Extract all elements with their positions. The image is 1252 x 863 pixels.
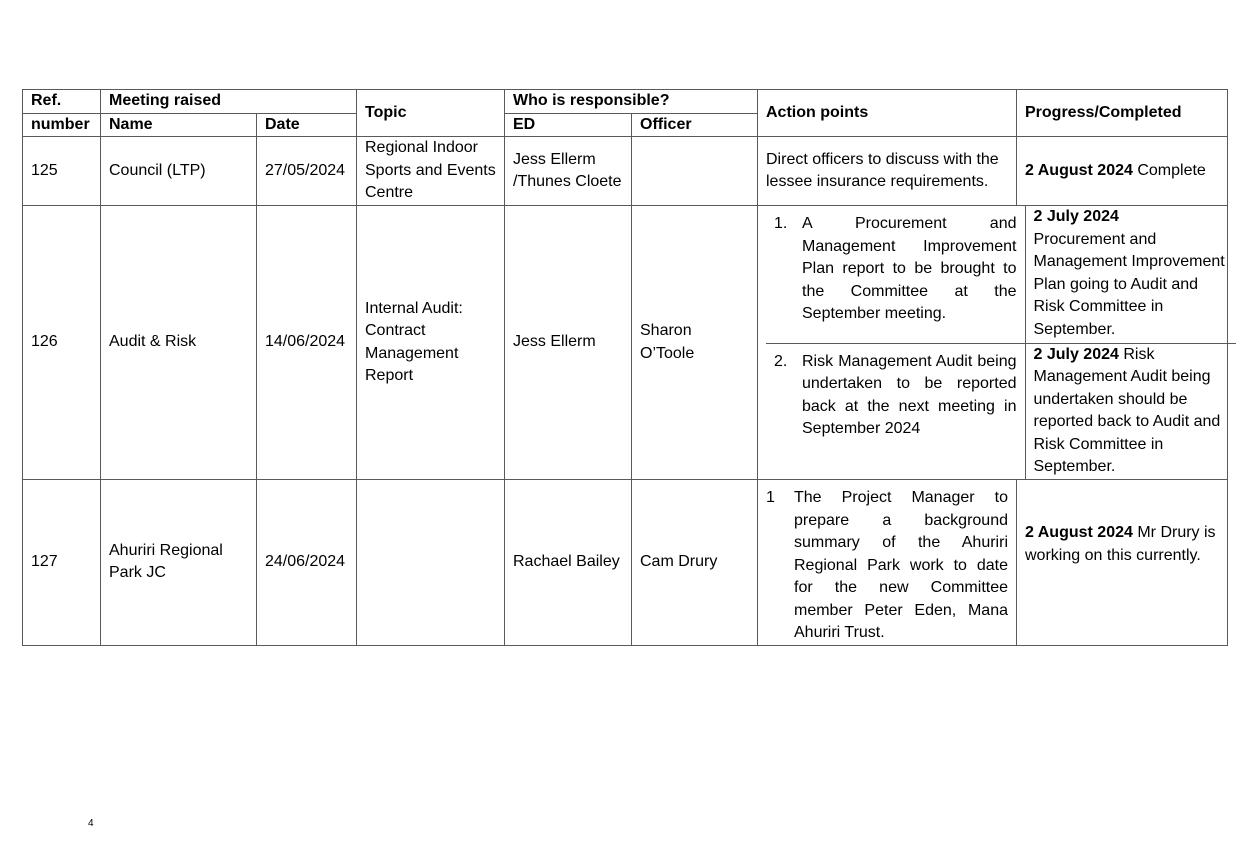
header-officer: Officer xyxy=(632,113,758,137)
cell-topic: Regional Indoor Sports and Events Centre xyxy=(357,137,505,206)
nested-action-table xyxy=(766,206,1236,479)
progress-date: 2 August 2024 xyxy=(1025,161,1133,179)
header-meeting-raised: Meeting raised xyxy=(101,90,357,114)
cell-date: 24/06/2024 xyxy=(257,480,357,646)
cell-action-point-2 xyxy=(766,343,1025,479)
progress-text: Complete xyxy=(1132,161,1206,179)
cell-topic xyxy=(357,480,505,646)
action-point xyxy=(766,487,1008,645)
cell-officer: Sharon O’Toole xyxy=(632,206,758,480)
header-action-points: Action points xyxy=(758,90,1017,137)
progress-date: 2 July 2024 xyxy=(1033,345,1119,363)
action-point-text: The Project Manager to prepare a background summary of the Ahuriri Regional Park work to date for the new Committee member Peter Eden, Mana Ahuriri Trust. xyxy=(794,489,1008,641)
cell-ref: 126 xyxy=(23,206,101,480)
cell-topic: Internal Audit: Contract Management Report xyxy=(357,206,505,480)
cell-name: Audit & Risk xyxy=(101,206,257,480)
cell-date: 27/05/2024 xyxy=(257,137,357,206)
cell-action-point-1 xyxy=(766,206,1025,343)
table-row xyxy=(23,206,1228,480)
header-topic: Topic xyxy=(357,90,505,137)
progress-text: Risk Management Audit being undertaken should be reported back to Audit and Risk Committee in September. xyxy=(1033,345,1221,475)
cell-officer: Cam Drury xyxy=(632,480,758,646)
cell-action-points xyxy=(758,137,1017,206)
cell-date: 14/06/2024 xyxy=(257,206,357,480)
header-name: Name xyxy=(101,113,257,137)
progress-text: Mr Drury is working on this currently. xyxy=(1025,524,1216,564)
action-point-number: 2. xyxy=(774,352,788,370)
cell-ed: Jess Ellerm /Thunes Cloete xyxy=(505,137,632,206)
cell-action-progress-group xyxy=(758,206,1228,480)
header-progress: Progress/Completed xyxy=(1017,90,1228,137)
action-point xyxy=(774,213,1017,326)
cell-progress-1 xyxy=(1025,206,1236,343)
action-point-text: Risk Management Audit being undertaken to be reported back at the next meeting in September 2024 xyxy=(802,352,1017,437)
action-point-text: Direct officers to discuss with the lessee insurance requirements. xyxy=(766,150,999,190)
cell-name: Council (LTP) xyxy=(101,137,257,206)
cell-progress xyxy=(1017,137,1228,206)
action-point-text: A Procurement and Management Improvement Plan report to be brought to the Committee at the September meeting. xyxy=(802,215,1017,322)
cell-ed: Rachael Bailey xyxy=(505,480,632,646)
action-point-number: 1 xyxy=(766,489,775,506)
action-point-number: 1. xyxy=(774,215,788,232)
cell-ref: 127 xyxy=(23,480,101,646)
action-points-table xyxy=(22,89,1228,646)
cell-progress-2 xyxy=(1025,343,1236,479)
header-who-responsible: Who is responsible? xyxy=(505,90,758,114)
cell-action-points xyxy=(758,480,1017,646)
header-ref-number: number xyxy=(23,113,101,137)
progress-date: 2 August 2024 xyxy=(1025,524,1133,541)
table-row xyxy=(23,480,1228,646)
cell-name: Ahuriri Regional Park JC xyxy=(101,480,257,646)
table-row xyxy=(23,137,1228,206)
header-ed: ED xyxy=(505,113,632,137)
action-point xyxy=(774,351,1017,441)
progress-text: Procurement and Management Improvement Plan going to Audit and Risk Committee in September. xyxy=(1033,230,1225,338)
cell-progress xyxy=(1017,480,1228,646)
cell-ref: 125 xyxy=(23,137,101,206)
progress-date: 2 July 2024 xyxy=(1033,208,1119,225)
cell-ed: Jess Ellerm xyxy=(505,206,632,480)
cell-officer xyxy=(632,137,758,206)
page-number: 4 xyxy=(88,818,94,829)
header-date: Date xyxy=(257,113,357,137)
header-ref: Ref. xyxy=(23,90,101,114)
